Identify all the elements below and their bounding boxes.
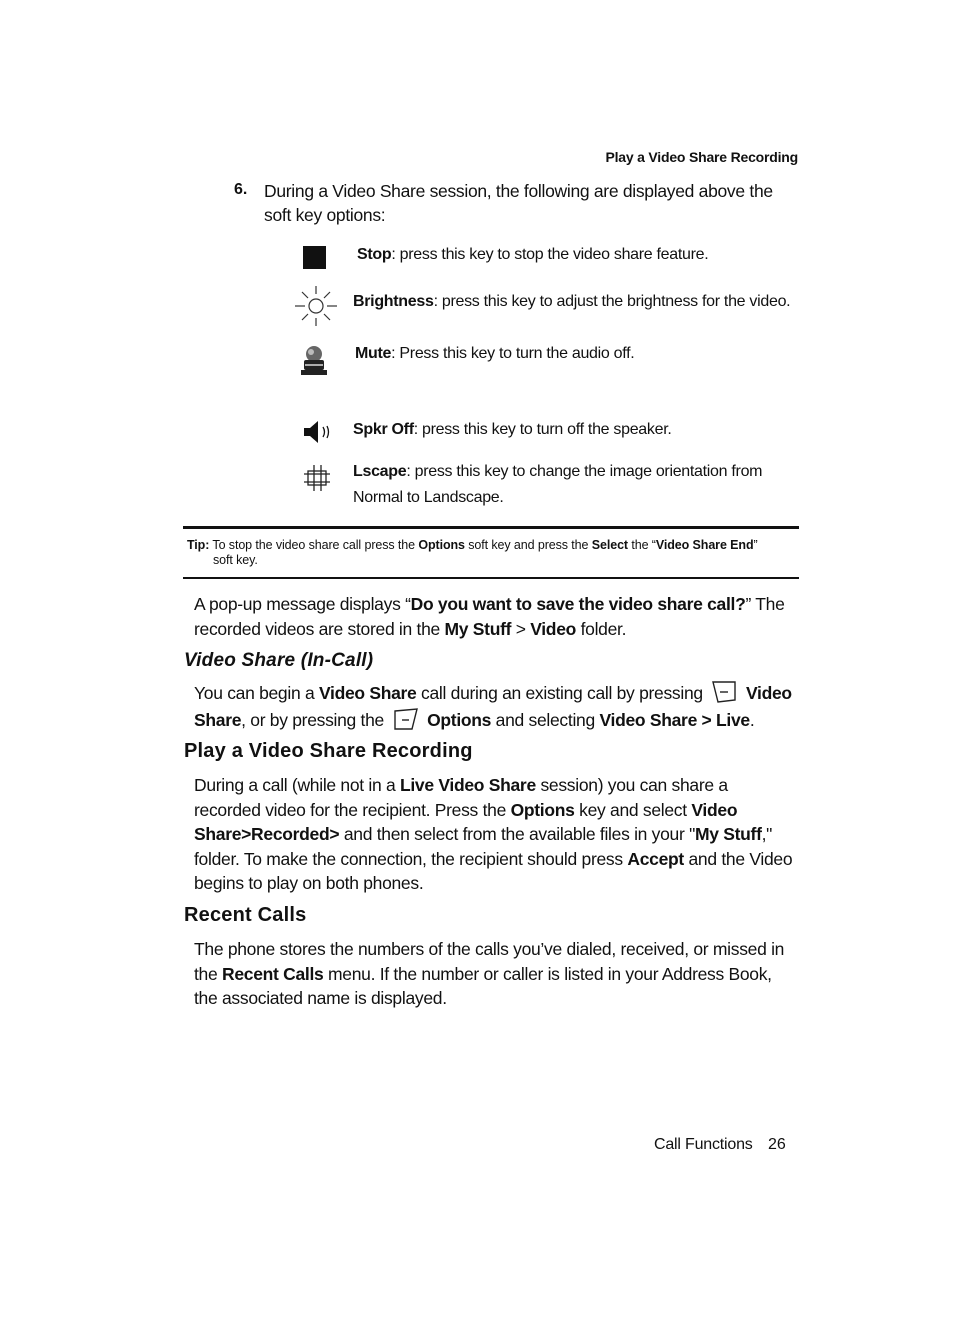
landscape-icon	[304, 465, 330, 496]
icon-desc-mute: Mute: Press this key to turn the audio off.	[355, 345, 635, 362]
right-softkey-icon	[392, 707, 420, 731]
tip-top-rule	[183, 526, 799, 529]
tip-label: Tip:	[187, 538, 210, 552]
step-number: 6.	[234, 181, 248, 198]
heading-play-video-share-recording: Play a Video Share Recording	[184, 740, 473, 762]
mute-icon	[299, 344, 329, 383]
heading-video-share-in-call: Video Share (In-Call)	[184, 650, 374, 671]
footer-page-number: 26	[768, 1136, 786, 1153]
popup-paragraph: A pop-up message displays “Do you want to save the video share call?” The recorded videos are stored in the My Stuff > Video folder.	[194, 594, 785, 639]
stop-icon	[303, 246, 327, 275]
term-mute: Mute	[355, 345, 392, 362]
term-spkr-off: Spkr Off	[353, 421, 414, 438]
tip-continuation: soft key.	[213, 553, 258, 567]
left-softkey-icon	[710, 680, 738, 704]
footer-section-name: Call Functions	[654, 1136, 753, 1153]
icon-desc-speaker-off: Spkr Off: press this key to turn off the speaker.	[353, 421, 672, 438]
recent-calls-paragraph: The phone stores the numbers of the calls you’ve dialed, received, or missed in the Recent Calls menu. If the number or caller is listed in your Address Book, the associated name is displayed.	[194, 939, 785, 1009]
term-brightness: Brightness	[353, 293, 434, 310]
tip-box: Tip: To stop the video share call press the Options soft key and press the Select the “Video Share End” soft key.	[187, 538, 795, 568]
recording-paragraph: During a call (while not in a Live Video Share session) you can share a recorded video for the recipient. Press the Options key and select Video Share>Recorded> and then select from the available files in your "My Stuff," folder. To make the connection, the recipient should press Accept and the Video begins to play on both phones.	[194, 775, 793, 894]
icon-desc-landscape: Lscape: press this key to change the image orientation from Normal to Landscape.	[353, 463, 763, 506]
brightness-icon	[294, 285, 338, 332]
in-call-paragraph: You can begin a Video Share call during an existing call by pressing Video Share, or by pressing the Options and selecting Video Share > Live.	[194, 680, 798, 733]
step-text: During a Video Share session, the following are displayed above the soft key options:	[264, 181, 773, 225]
speaker-off-icon	[303, 420, 333, 449]
running-header: Play a Video Share Recording	[605, 149, 798, 165]
tip-bottom-rule	[183, 577, 799, 579]
heading-recent-calls: Recent Calls	[184, 904, 307, 926]
icon-desc-stop: Stop: press this key to stop the video share feature.	[357, 246, 709, 263]
term-lscape: Lscape	[353, 463, 407, 480]
term-stop: Stop	[357, 246, 392, 263]
icon-desc-brightness: Brightness: press this key to adjust the brightness for the video.	[353, 293, 791, 310]
